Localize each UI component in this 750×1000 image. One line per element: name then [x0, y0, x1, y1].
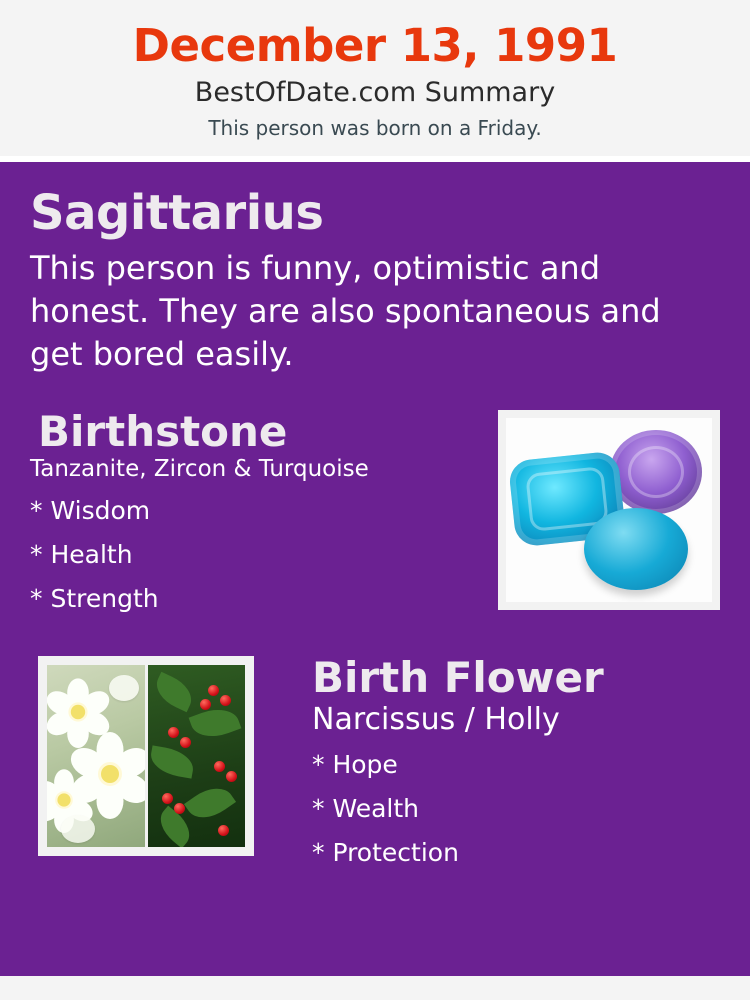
turquoise-gem-icon	[584, 508, 688, 590]
holly-berry-icon	[168, 727, 179, 738]
list-item: * Protection	[312, 837, 459, 867]
birth-day-note: This person was born on a Friday.	[208, 116, 542, 141]
site-summary-label: BestOfDate.com Summary	[194, 77, 556, 109]
holly-berry-icon	[162, 793, 173, 804]
birth-flower-trait-list	[312, 749, 720, 867]
page-header	[0, 0, 750, 156]
narcissus-bloom-icon	[50, 685, 105, 740]
birth-flower-title: Birth Flower	[312, 653, 604, 703]
birth-flower-section	[30, 653, 720, 871]
list-item: * Health	[30, 539, 133, 569]
holly-berry-icon	[226, 771, 237, 782]
page-title: December 13, 1991	[132, 19, 618, 72]
holly-berry-icon	[180, 737, 191, 748]
list-item: * Wisdom	[30, 495, 151, 525]
holly-image	[145, 665, 246, 847]
birthstone-photo	[498, 410, 720, 610]
birthstone-title: Birthstone	[38, 407, 288, 457]
purple-gem-icon	[610, 430, 702, 514]
list-item: * Wealth	[312, 793, 419, 823]
list-item: * Hope	[312, 749, 398, 779]
birthstone-names: Tanzanite, Zircon & Turquoise	[30, 456, 369, 483]
birth-flower-names: Narcissus / Holly	[312, 702, 560, 738]
narcissus-image	[47, 665, 145, 847]
birth-flower-text	[280, 653, 720, 867]
list-item: * Strength	[30, 583, 159, 613]
details-panel	[0, 162, 750, 976]
holly-berry-icon	[220, 695, 231, 706]
holly-berry-icon	[218, 825, 229, 836]
birth-flower-photo-inner	[47, 665, 245, 847]
birthstone-section	[30, 407, 720, 630]
zodiac-sign-title: Sagittarius	[30, 185, 324, 242]
holly-berry-icon	[174, 803, 185, 814]
holly-berry-icon	[214, 761, 225, 772]
zodiac-description: This person is funny, optimistic and honest. They are also spontaneous and get bored easily.	[30, 248, 661, 374]
holly-berry-icon	[208, 685, 219, 696]
birth-flower-photo	[38, 656, 254, 856]
birthstone-photo-inner	[506, 418, 712, 602]
holly-berry-icon	[200, 699, 211, 710]
